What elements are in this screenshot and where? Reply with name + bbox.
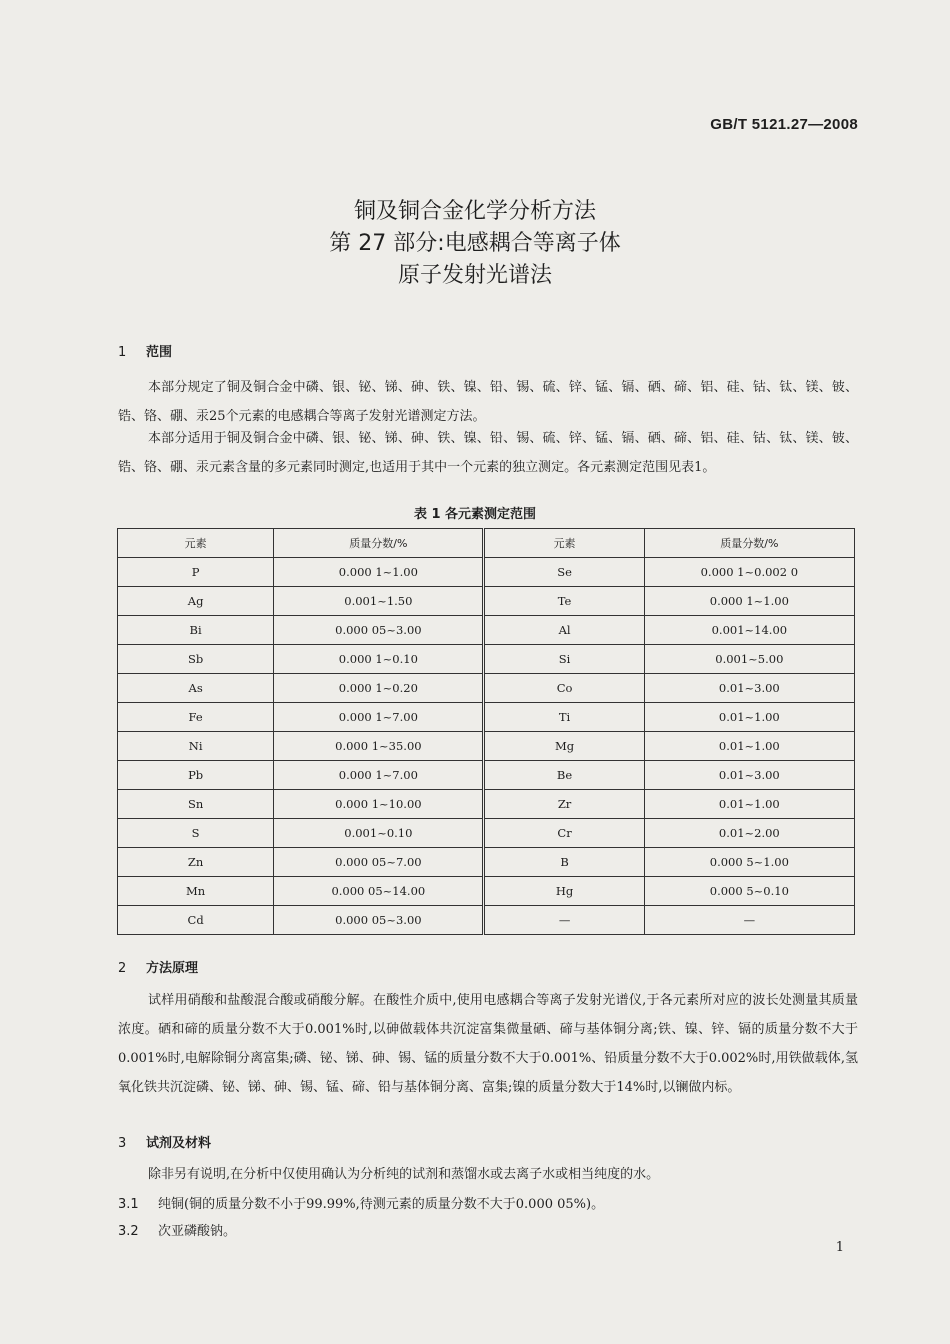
section-3-heading — [118, 1132, 211, 1151]
cell-mass-fraction: 0.000 05~3.00 — [274, 616, 484, 645]
cell-mass-fraction: — — [644, 906, 854, 935]
clause-number: 3.2 — [118, 1224, 139, 1239]
cell-mass-fraction: 0.000 1~7.00 — [274, 703, 484, 732]
cell-element: Bi — [118, 616, 274, 645]
table-row — [118, 732, 855, 761]
cell-mass-fraction: 0.001~5.00 — [644, 645, 854, 674]
cell-element: B — [484, 848, 644, 877]
cell-element: Se — [484, 558, 644, 587]
cell-element: Hg — [484, 877, 644, 906]
title-line-1: 铜及铜合金化学分析方法 — [353, 199, 596, 224]
section-number: 1 — [118, 345, 127, 360]
cell-element: P — [118, 558, 274, 587]
header-element: 元素 — [118, 529, 274, 558]
cell-mass-fraction: 0.01~3.00 — [644, 674, 854, 703]
table-row — [118, 906, 855, 935]
section-title: 试剂及材料 — [146, 1136, 212, 1151]
clause-3-2 — [118, 1220, 236, 1239]
cell-element: Sn — [118, 790, 274, 819]
cell-element: Ag — [118, 587, 274, 616]
table-row — [118, 790, 855, 819]
cell-element: Ni — [118, 732, 274, 761]
cell-mass-fraction: 0.000 1~7.00 — [274, 761, 484, 790]
cell-element: Be — [484, 761, 644, 790]
cell-mass-fraction: 0.000 5~1.00 — [644, 848, 854, 877]
cell-mass-fraction: 0.001~14.00 — [644, 616, 854, 645]
cell-mass-fraction: 0.01~1.00 — [644, 790, 854, 819]
standard-code: GB/T 5121.27—2008 — [710, 116, 858, 133]
cell-element: Sb — [118, 645, 274, 674]
clause-text: 次亚磷酸钠。 — [158, 1224, 237, 1239]
cell-mass-fraction: 0.000 1~1.00 — [274, 558, 484, 587]
section-number: 2 — [118, 961, 127, 976]
table-caption: 表 1 各元素测定范围 — [413, 507, 537, 522]
cell-element: Fe — [118, 703, 274, 732]
cell-mass-fraction: 0.000 1~0.10 — [274, 645, 484, 674]
page-number: 1 — [835, 1240, 844, 1255]
table-row — [118, 703, 855, 732]
document-title — [0, 196, 950, 292]
cell-mass-fraction: 0.01~2.00 — [644, 819, 854, 848]
cell-mass-fraction: 0.000 1~0.20 — [274, 674, 484, 703]
table-row — [118, 674, 855, 703]
cell-element: Cr — [484, 819, 644, 848]
cell-element: Zr — [484, 790, 644, 819]
header-mass-fraction: 质量分数/% — [274, 529, 484, 558]
header-mass-fraction: 质量分数/% — [644, 529, 854, 558]
cell-element: Zn — [118, 848, 274, 877]
cell-mass-fraction: 0.01~1.00 — [644, 703, 854, 732]
cell-mass-fraction: 0.000 1~35.00 — [274, 732, 484, 761]
section-2-heading — [118, 957, 198, 976]
cell-mass-fraction: 0.01~1.00 — [644, 732, 854, 761]
table-row — [118, 616, 855, 645]
cell-mass-fraction: 0.000 1~0.002 0 — [644, 558, 854, 587]
cell-element: Ti — [484, 703, 644, 732]
header-element: 元素 — [484, 529, 644, 558]
cell-element: Si — [484, 645, 644, 674]
table-row — [118, 587, 855, 616]
cell-mass-fraction: 0.001~1.50 — [274, 587, 484, 616]
title-line-3: 原子发射光谱法 — [397, 263, 552, 288]
clause-text: 纯铜(铜的质量分数不小于99.99%,待测元素的质量分数不大于0.000 05%)。 — [158, 1197, 605, 1212]
cell-mass-fraction: 0.000 1~1.00 — [644, 587, 854, 616]
table-row — [118, 877, 855, 906]
cell-mass-fraction: 0.000 5~0.10 — [644, 877, 854, 906]
section-number: 3 — [118, 1136, 127, 1151]
cell-element: Al — [484, 616, 644, 645]
cell-mass-fraction: 0.01~3.00 — [644, 761, 854, 790]
title-line-2: 第 27 部分:电感耦合等离子体 — [329, 231, 621, 256]
table-row — [118, 761, 855, 790]
cell-mass-fraction: 0.000 1~10.00 — [274, 790, 484, 819]
section-3-paragraph: 除非另有说明,在分析中仅使用确认为分析纯的试剂和蒸馏水或去离子水或相当纯度的水。 — [148, 1167, 660, 1182]
table-row — [118, 848, 855, 877]
cell-mass-fraction: 0.000 05~3.00 — [274, 906, 484, 935]
cell-element: — — [484, 906, 644, 935]
table-row — [118, 819, 855, 848]
section-1-heading — [118, 341, 172, 360]
section-1-paragraph-2: 本部分适用于铜及铜合金中磷、银、铋、锑、砷、铁、镍、铅、锡、硫、锌、锰、镉、硒、碲、铝、硅、钴、钛、镁、铍、锆、铬、硼、汞元素含量的多元素同时测定,也适用于其中一个元素的独立测定。各元素测定范围见表1。 — [118, 431, 858, 475]
table-header-row — [118, 529, 855, 558]
cell-mass-fraction: 0.000 05~7.00 — [274, 848, 484, 877]
cell-element: Pb — [118, 761, 274, 790]
cell-element: As — [118, 674, 274, 703]
clause-3-1 — [118, 1193, 604, 1212]
cell-element: Te — [484, 587, 644, 616]
section-1-paragraph-1: 本部分规定了铜及铜合金中磷、银、铋、锑、砷、铁、镍、铅、锡、硫、锌、锰、镉、硒、碲、铝、硅、钴、钛、镁、铍、锆、铬、硼、汞25个元素的电感耦合等离子发射光谱测定方法。 — [118, 380, 858, 424]
table-row — [118, 645, 855, 674]
cell-element: Cd — [118, 906, 274, 935]
clause-number: 3.1 — [118, 1197, 139, 1212]
table-row — [118, 558, 855, 587]
element-range-table — [117, 528, 855, 935]
cell-element: S — [118, 819, 274, 848]
cell-mass-fraction: 0.000 05~14.00 — [274, 877, 484, 906]
section-title: 方法原理 — [146, 961, 199, 976]
cell-element: Mn — [118, 877, 274, 906]
section-2-paragraph: 试样用硝酸和盐酸混合酸或硝酸分解。在酸性介质中,使用电感耦合等离子发射光谱仪,于各元素所对应的波长处测量其质量浓度。硒和碲的质量分数不大于0.001%时,以砷做载体共沉淀富集微量硒、碲与基体铜分离;铁、镍、锌、镉的质量分数不大于0.001%时,电解除铜分离富集;磷、铋、锑、砷、锡、锰的质量分数不大于0.001%、铅质量分数不大于0.002%时,用铁做载体,氢氧化铁共沉淀磷、铋、锑、砷、锡、锰、碲、铅与基体铜分离、富集;镍的质量分数大于14%时,以镧做内标。 — [118, 993, 858, 1095]
cell-element: Mg — [484, 732, 644, 761]
section-title: 范围 — [146, 345, 173, 360]
cell-mass-fraction: 0.001~0.10 — [274, 819, 484, 848]
cell-element: Co — [484, 674, 644, 703]
